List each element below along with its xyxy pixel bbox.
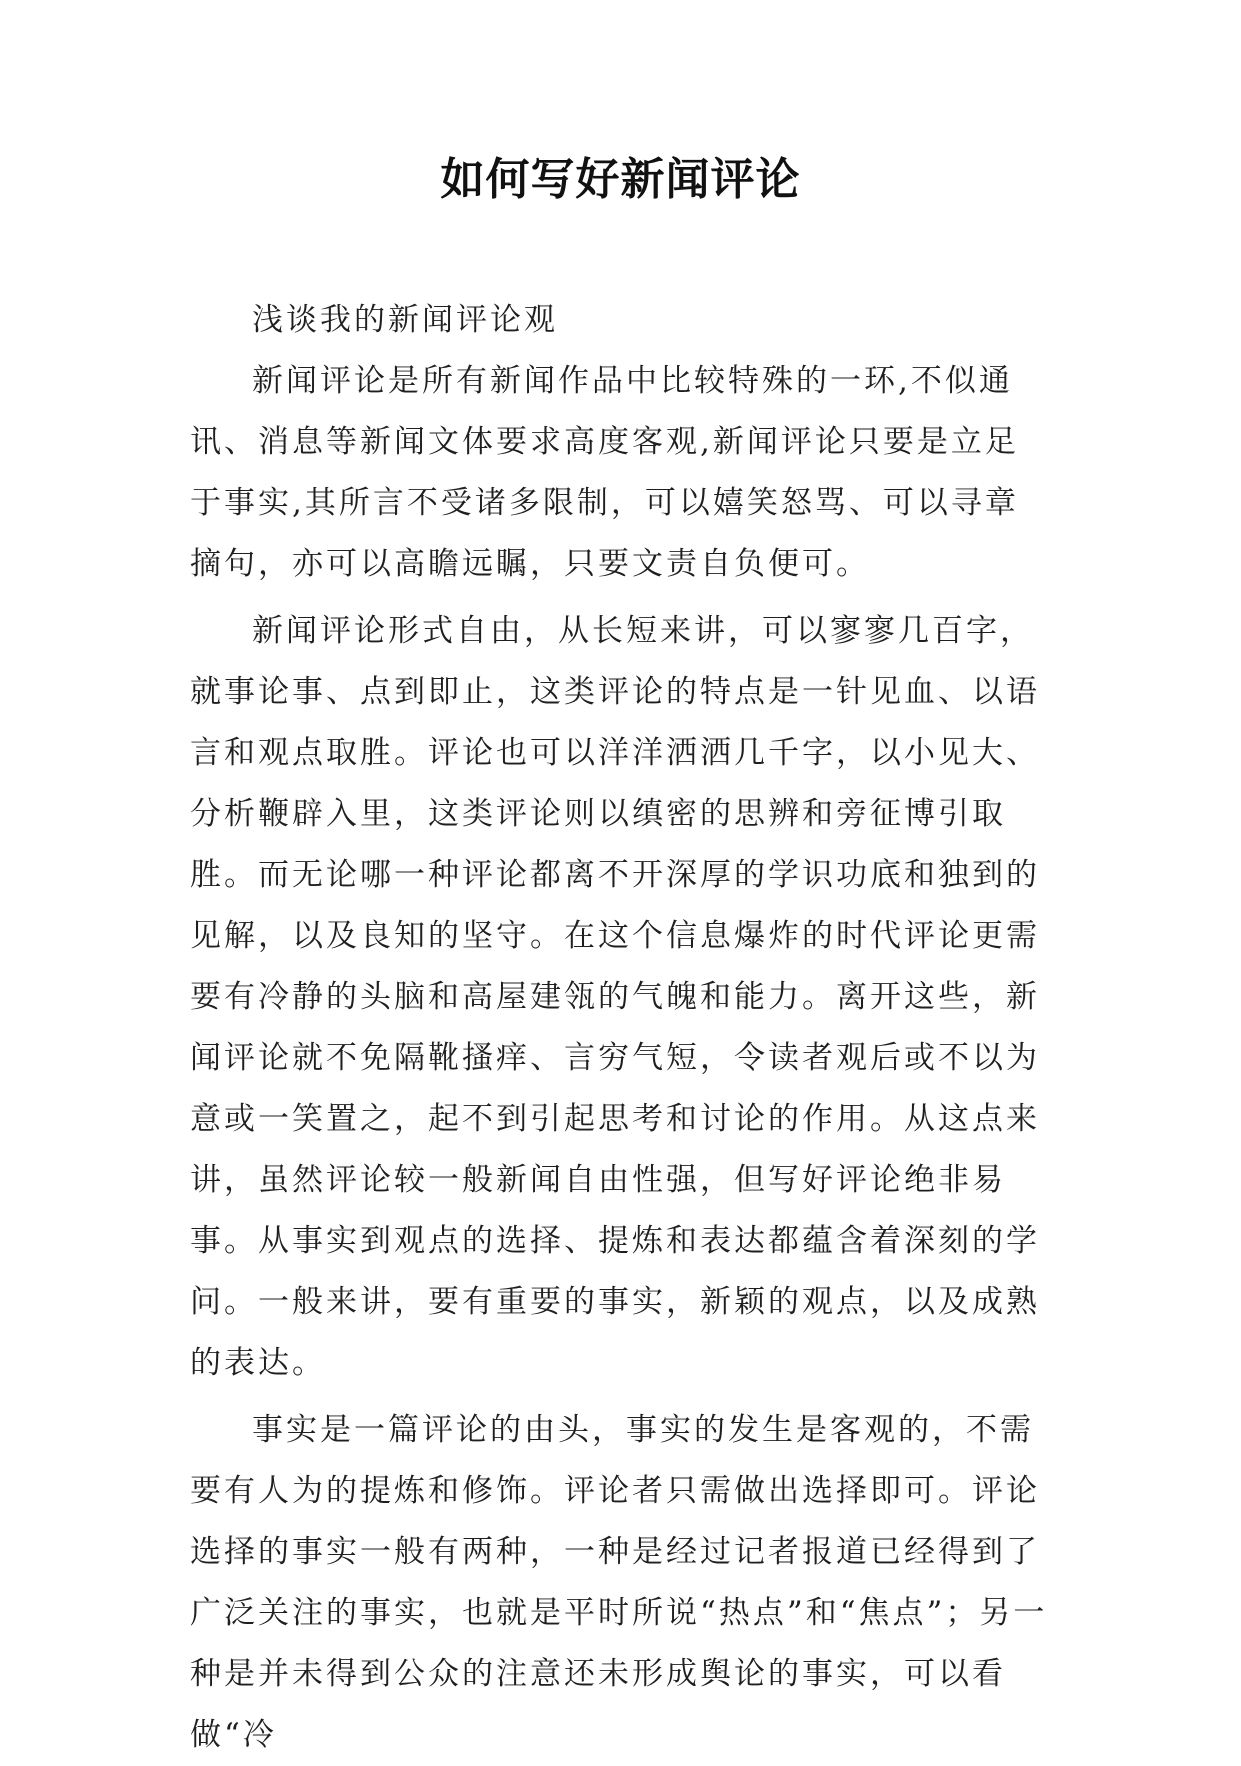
document-title: 如何写好新闻评论 xyxy=(440,154,801,205)
paragraph: 新闻评论形式自由，从长短来讲，可以寥寥几百字，就事论事、点到即止，这类评论的特点是一针见血、以语言和观点取胜。评论也可以洋洋洒洒几千字，以小见大、分析鞭辟入里，这类评论则以缜密的思辨和旁征博引取胜。而无论哪一种评论都离不开深厚的学识功底和独到的见解，以及良知的坚守。在这个信息爆炸的时代评论更需要有冷静的头脑和高屋建瓴的气魄和能力。离开这些，新闻评论就不免隔靴搔痒、言穷气短，令读者观后或不以为意或一笑置之，起不到引起思考和讨论的作用。从这点来讲，虽然评论较一般新闻自由性强，但写好评论绝非易事。从事实到观点的选择、提炼和表达都蕴含着深刻的学问。一般来讲，要有重要的事实，新颖的观点，以及成熟的表达。 xyxy=(190,613,1040,1381)
document-body xyxy=(190,290,1050,1766)
paragraph: 事实是一篇评论的由头，事实的发生是客观的，不需要有人为的提炼和修饰。评论者只需做出选择即可。评论选择的事实一般有两种，一种是经过记者报道已经得到了广泛关注的事实，也就是平时所说“热点”和“焦点”；另一种是并未得到公众的注意还未形成舆论的事实，可以看做“冷 xyxy=(190,1412,1048,1753)
paragraph-subtitle: 浅谈我的新闻评论观 xyxy=(252,302,558,338)
paragraph: 新闻评论是所有新闻作品中比较特殊的一环,不似通讯、消息等新闻文体要求高度客观,新闻评论只要是立足于事实,其所言不受诸多限制，可以嬉笑怒骂、可以寻章摘句，亦可以高瞻远瞩，只要文责自负便可。 xyxy=(190,363,1019,582)
